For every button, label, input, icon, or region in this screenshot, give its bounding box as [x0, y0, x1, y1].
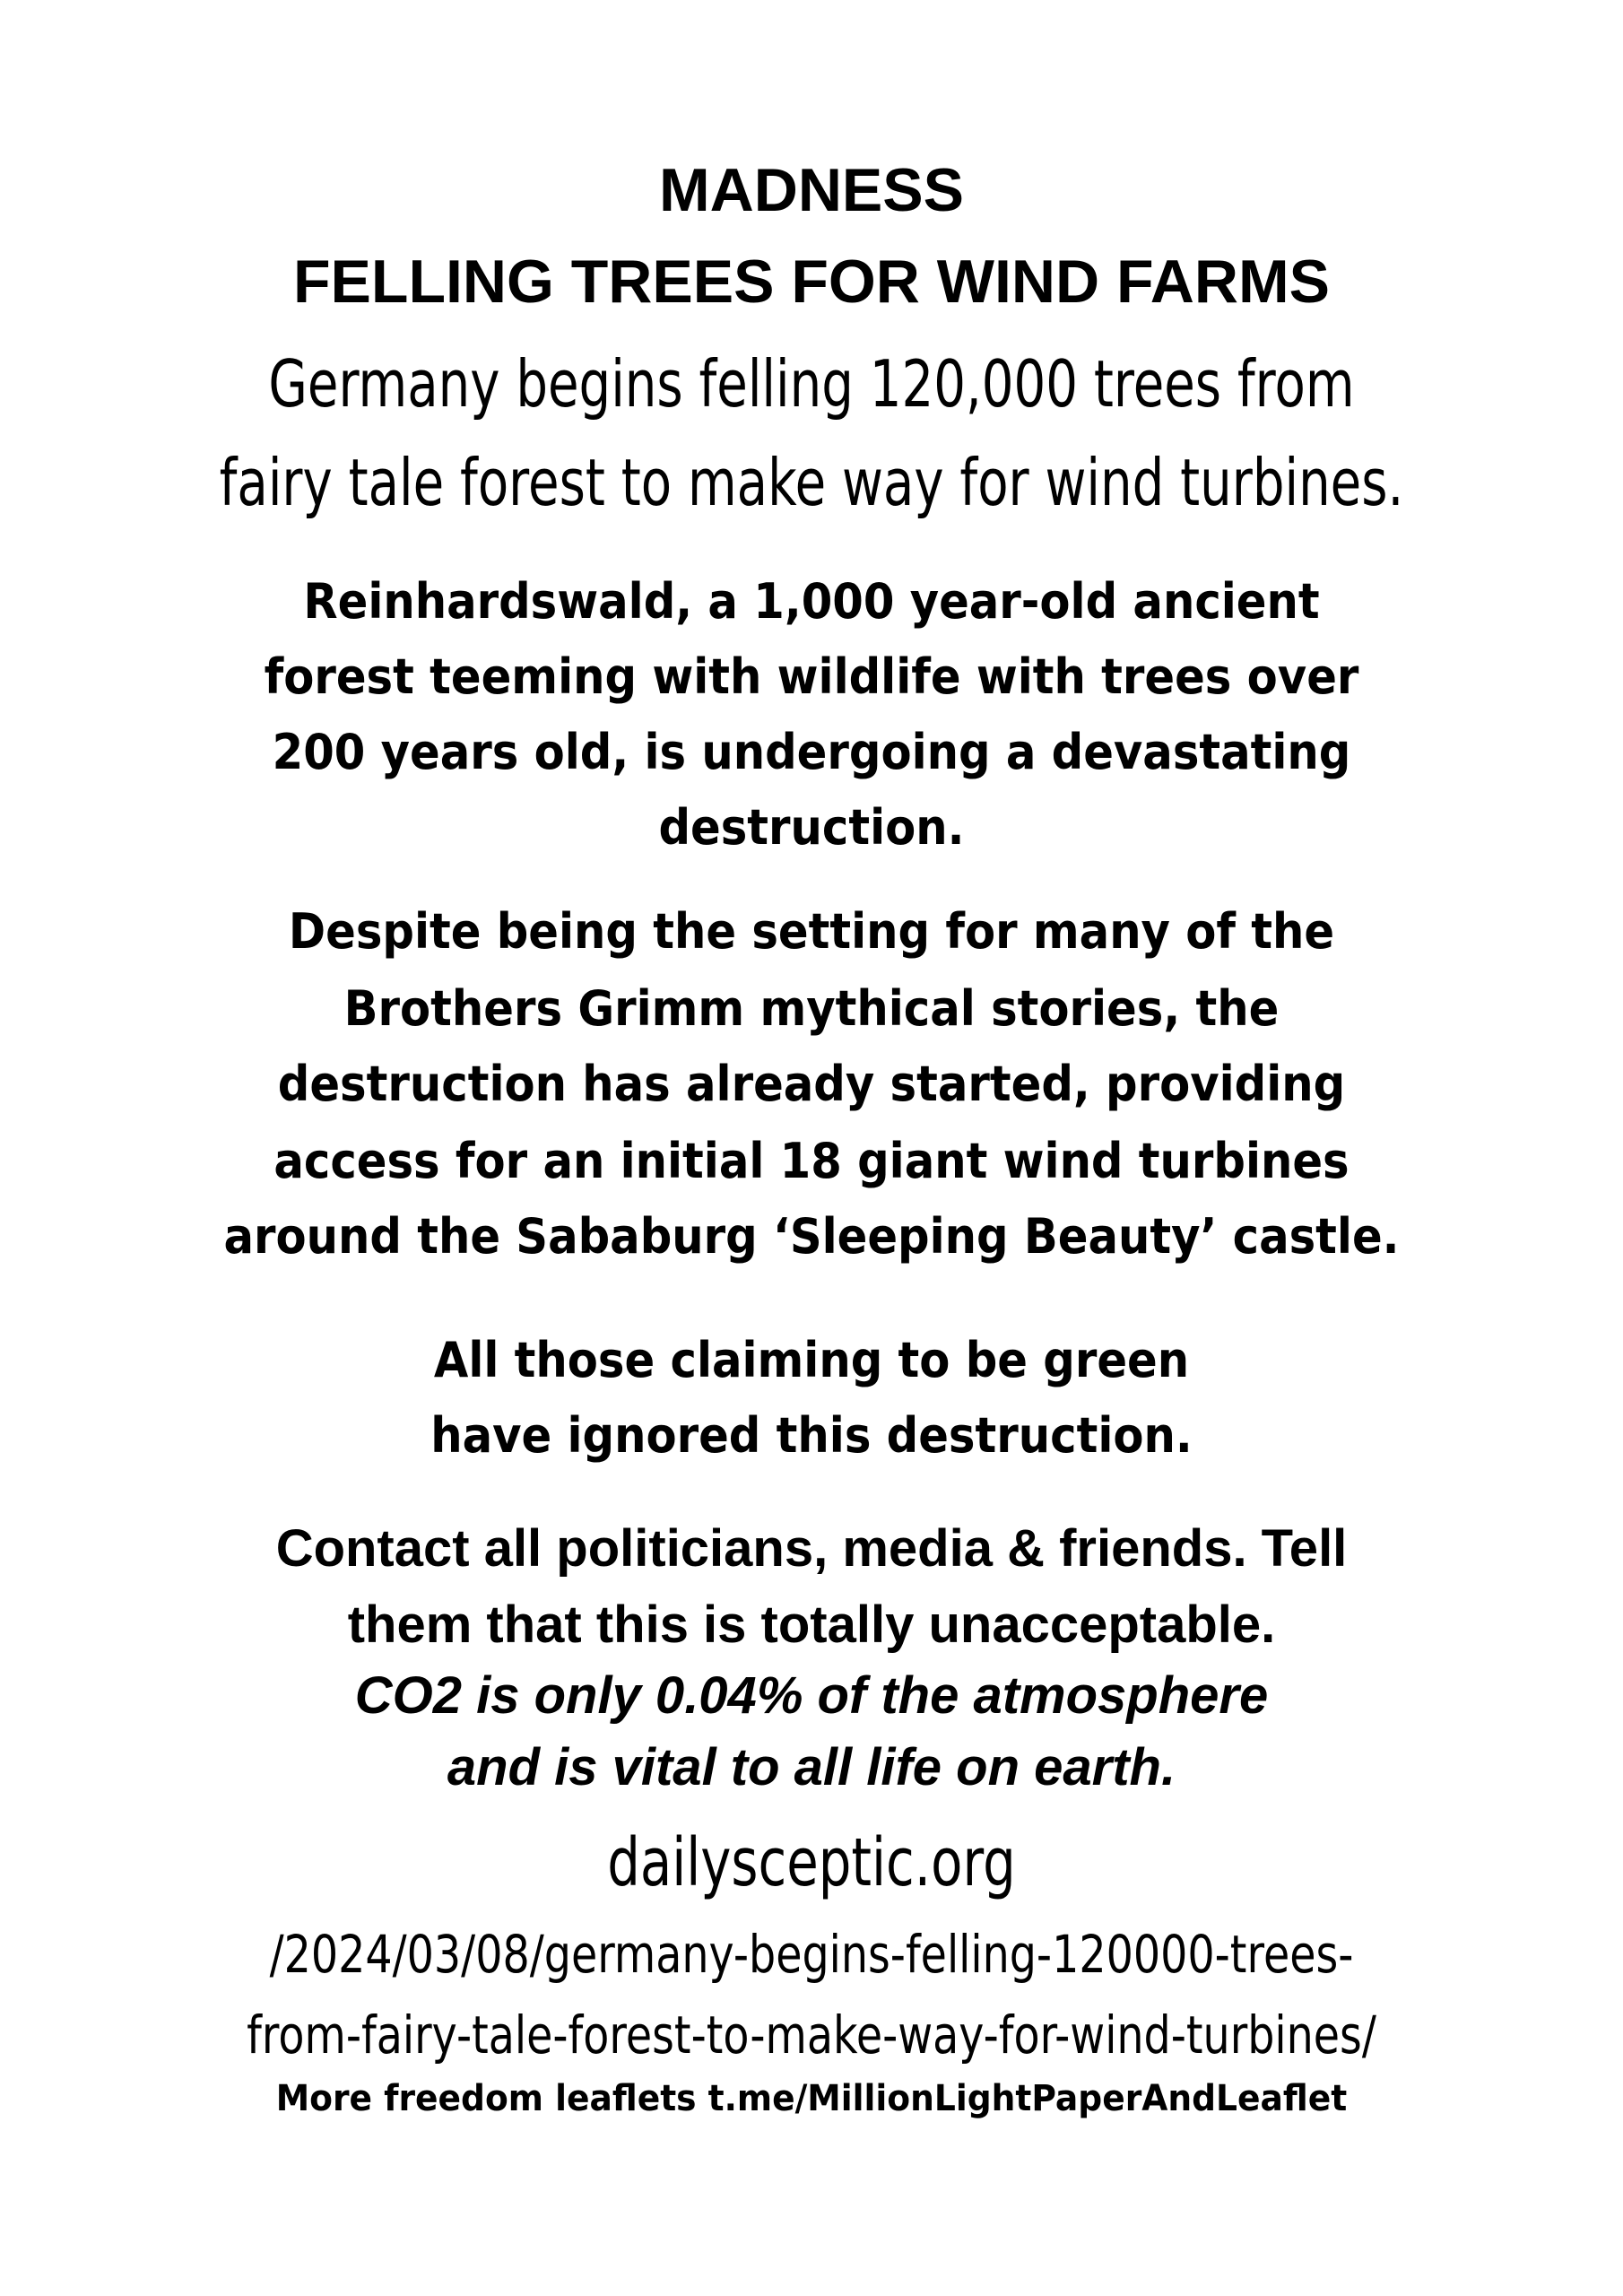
source-path-line-1: /2024/03/08/germany-begins-felling-120000-trees- — [269, 1924, 1354, 1985]
paragraph2-line-2: Brothers Grimm mythical stories, the — [343, 980, 1280, 1037]
headline-line-2: FELLING TREES FOR WIND FARMS — [293, 248, 1330, 316]
paragraph3-line-2: have ignored this destruction. — [430, 1407, 1193, 1464]
source-site: dailysceptic.org — [607, 1824, 1016, 1901]
paragraph2-line-4: access for an initial 18 giant wind turbines — [273, 1133, 1350, 1189]
paragraph2-line-3: destruction has already started, providing — [277, 1056, 1346, 1112]
paragraph1-line-4: destruction. — [658, 799, 965, 856]
co2-note-line-1: CO2 is only 0.04% of the atmosphere — [354, 1666, 1269, 1725]
paragraph1-line-3: 200 years old, is undergoing a devastating — [272, 724, 1351, 780]
headline-line-1: MADNESS — [658, 156, 965, 224]
footer-leaflets-link: More freedom leaflets t.me/MillionLightPaperAndLeaflet — [275, 2078, 1348, 2119]
subheadline-line-1: Germany begins felling 120,000 trees from — [268, 346, 1355, 422]
paragraph3-line-1: All those claiming to be green — [433, 1332, 1190, 1388]
paragraph2-line-5: around the Sababurg ‘Sleeping Beauty’ castle. — [223, 1208, 1400, 1265]
paragraph1-line-2: forest teeming with wildlife with trees over — [264, 648, 1359, 705]
paragraph1-line-1: Reinhardswald, a 1,000 year-old ancient — [303, 573, 1320, 630]
subheadline-line-2: fairy tale forest to make way for wind turbines. — [219, 445, 1404, 520]
call-to-action-line-1: Contact all politicians, media & friends. Tell — [275, 1519, 1348, 1578]
paragraph2-line-1: Despite being the setting for many of the — [288, 903, 1335, 960]
co2-note-line-2: and is vital to all life on earth. — [447, 1738, 1176, 1796]
call-to-action-line-2: them that this is totally unacceptable. — [347, 1596, 1276, 1654]
source-path-line-2: from-fairy-tale-forest-to-make-way-for-wind-turbines/ — [247, 2005, 1376, 2066]
